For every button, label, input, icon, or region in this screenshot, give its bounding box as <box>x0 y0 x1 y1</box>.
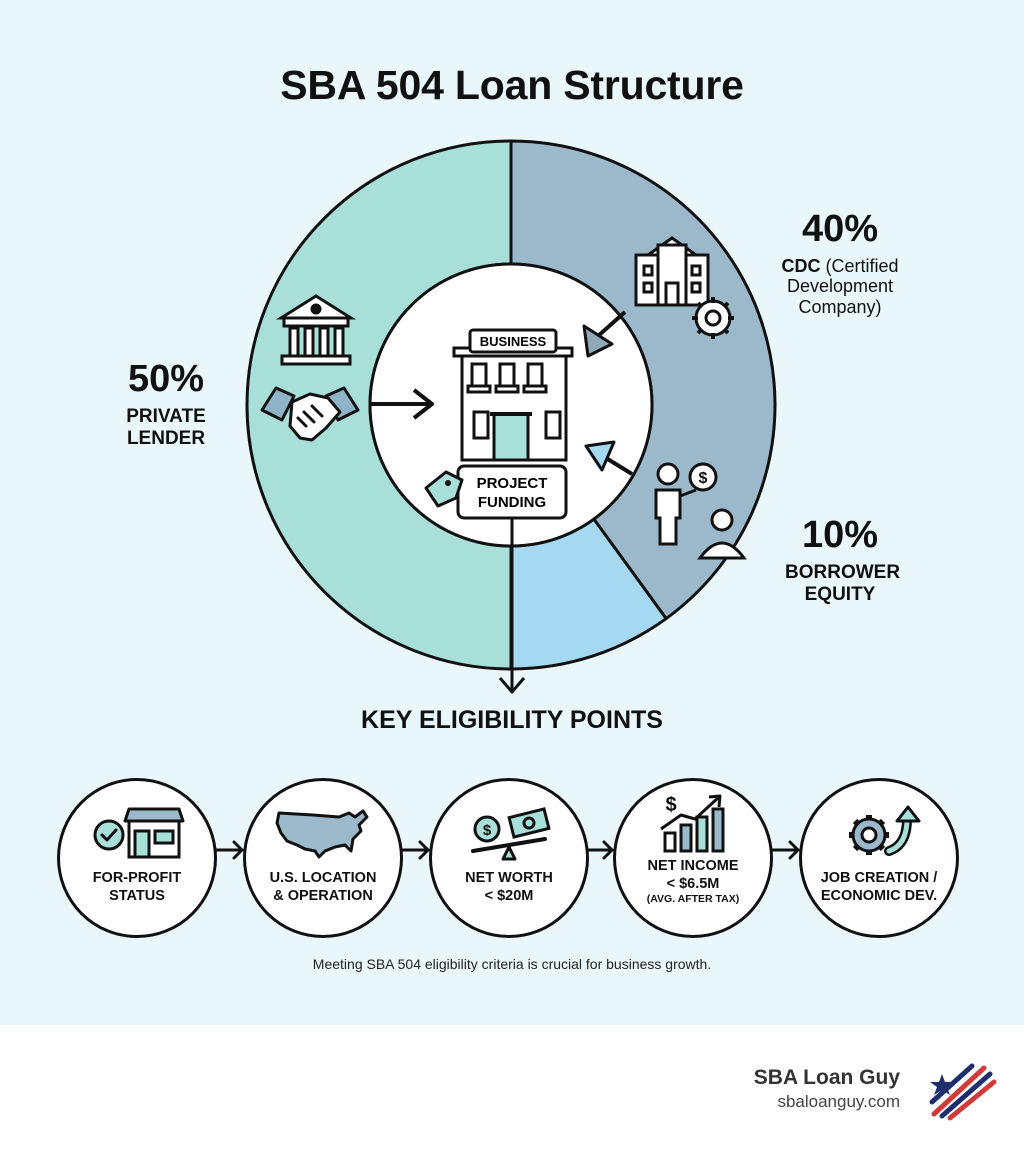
us-location-line1: U.S. LOCATION <box>269 870 377 886</box>
cdc-abbr: CDC <box>781 255 821 276</box>
svg-text:$: $ <box>698 470 708 487</box>
brand-url: sbaloanguy.com <box>777 1092 900 1111</box>
for-profit-line2: STATUS <box>109 888 165 905</box>
borrower-equity-pct: 10% <box>801 514 879 556</box>
connector-arrow-1 <box>217 842 242 858</box>
project-funding-line2: FUNDING <box>477 494 547 511</box>
cdc-label <box>770 208 910 318</box>
connector-arrow-2 <box>403 842 428 858</box>
for-profit-line1: FOR-PROFIT <box>92 870 182 886</box>
borrower-equity-text: BORROWER EQUITY <box>785 561 901 605</box>
project-funding-line1: PROJECT <box>476 475 548 492</box>
private-lender-label <box>96 358 236 449</box>
connector-arrow-4 <box>773 842 798 858</box>
cdc-fullname: (Certified Development Company) <box>786 255 899 318</box>
net-worth-line1: NET WORTH <box>465 870 553 886</box>
brand-block <box>700 1066 900 1112</box>
brand-name: SBA Loan Guy <box>753 1066 900 1089</box>
private-lender-pct: 50% <box>127 358 205 400</box>
svg-text:$: $ <box>665 794 677 816</box>
eligibility-caption: Meeting SBA 504 eligibility criteria is crucial for business growth. <box>312 956 712 972</box>
business-building-icon <box>454 348 572 460</box>
net-worth-line2: < $20M <box>484 888 534 905</box>
job-creation-line2: ECONOMIC DEV. <box>820 888 938 905</box>
job-creation-line1: JOB CREATION / <box>820 870 938 886</box>
eligibility-connector-arrows <box>0 830 1024 870</box>
eligibility-heading: KEY ELIGIBILITY POINTS <box>361 706 663 734</box>
net-income-line2: < $6.5M <box>666 876 720 893</box>
borrower-equity-label <box>770 514 910 605</box>
page-title: SBA 504 Loan Structure <box>280 62 744 108</box>
net-income-note: (AVG. AFTER TAX) <box>646 893 740 906</box>
brand-logo-icon <box>928 1062 998 1122</box>
svg-text:$: $ <box>482 822 492 839</box>
cdc-pct: 40% <box>801 208 879 250</box>
business-sign-text: BUSINESS <box>479 334 547 349</box>
connector-arrow-3 <box>589 842 612 858</box>
private-lender-text: PRIVATE LENDER <box>126 405 206 449</box>
us-location-line2: & OPERATION <box>273 888 373 905</box>
net-income-line1: NET INCOME <box>647 858 739 874</box>
